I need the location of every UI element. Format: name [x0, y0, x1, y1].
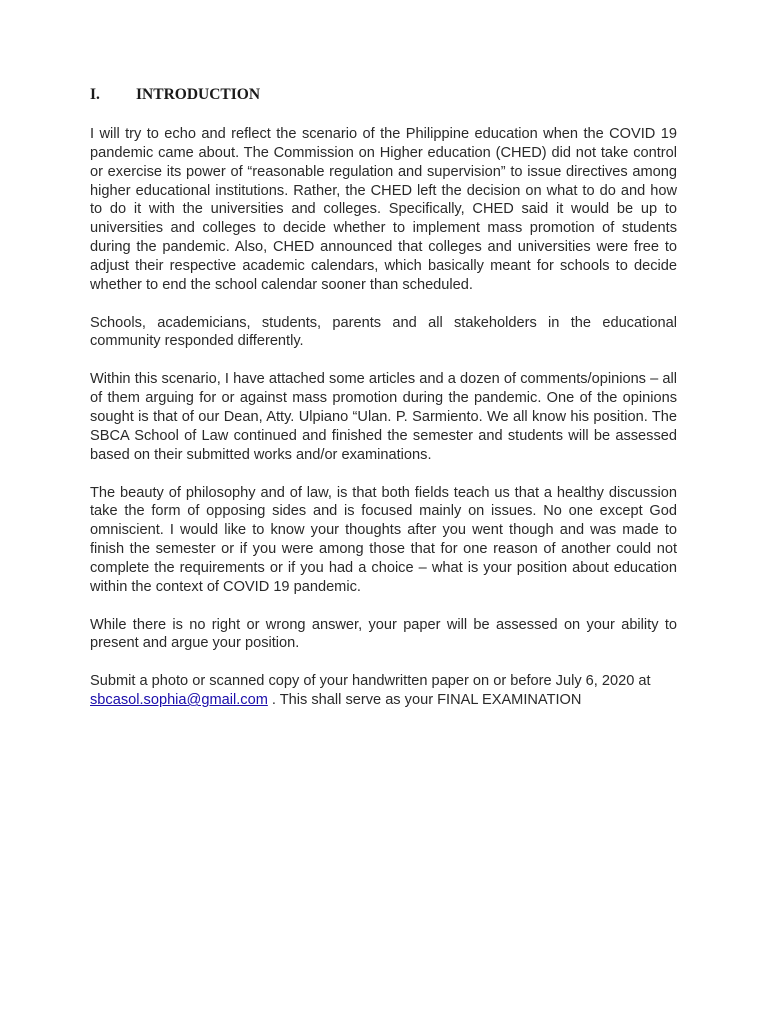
paragraph-6 [90, 672, 677, 710]
section-title: INTRODUCTION [136, 86, 261, 103]
paragraph-3: Within this scenario, I have attached some articles and a dozen of comments/opinions – all of them arguing for or against mass promotion during the pandemic. One of the opinions sought is that of our Dean, Atty. Ulpiano “Ulan. P. Sarmiento. We all know his position. The SBCA School of Law continued and finished the semester and students will be assessed based on their submitted works and/or examinations. [90, 371, 677, 463]
final-exam-text: . This shall serve as your FINAL EXAMINATION [267, 692, 582, 709]
paragraph-4: The beauty of philosophy and of law, is that both fields teach us that a healthy discussion take the form of opposing sides and is focused mainly on issues. No one except God omniscient. I would like to know your thoughts after you went though and was made to finish the semester or if you were among those that for one reason of another could not complete the requirements or if you had a choice – what is your position about education within the context of COVID 19 pandemic. [90, 484, 677, 595]
section-number: I. [90, 86, 100, 103]
paragraph-5: While there is no right or wrong answer, your paper will be assessed on your ability to present and argue your position. [90, 616, 677, 652]
paragraph-2: Schools, academicians, students, parents and all stakeholders in the educational community responded differently. [90, 314, 677, 350]
email-link[interactable]: sbcasol.sophia@gmail.com [90, 692, 268, 709]
section-heading [90, 86, 677, 108]
document-body [90, 86, 677, 729]
submission-text: Submit a photo or scanned copy of your handwritten paper on or before July 6, 2020 at [90, 673, 651, 690]
paragraph-1: I will try to echo and reflect the scenario of the Philippine education when the COVID 19 pandemic came about. The Commission on Higher education (CHED) did not take control or exercise its power of “reasonable regulation and supervision” to issue directives among higher educational institutions. Rather, the CHED left the decision on what to do and how to do it with the universities and colleges. Specifically, CHED said it would be up to universities and colleges to decide whether to implement mass promotion of students during the pandemic. Also, CHED announced that colleges and universities were free to adjust their respective academic calendars, which basically meant for schools to decide whether to end the school calendar sooner than scheduled. [90, 126, 677, 293]
